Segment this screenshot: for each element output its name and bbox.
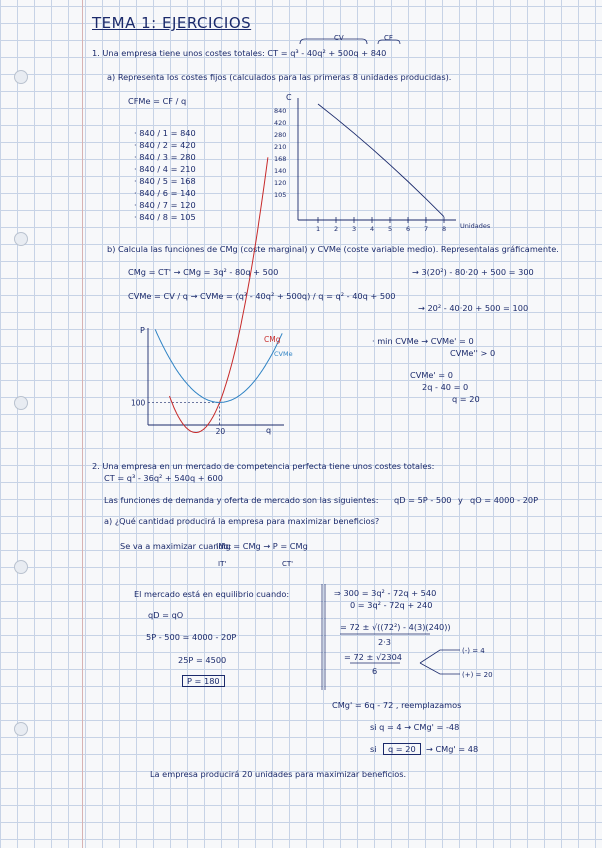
derivative-step: q = 20 — [452, 394, 480, 404]
cf-tag: CF — [384, 34, 393, 42]
cfme-formula: CFMe = CF / q — [128, 96, 187, 106]
equilibrium-step: 5P - 500 = 4000 - 20P — [146, 632, 237, 642]
second-derivative-check: si q = 4 → CMg' = -48 — [370, 722, 460, 732]
cfme-y-tick-label: 210 — [274, 143, 287, 151]
cmg-derivation: CMg = CT' → CMg = 3q² - 80q + 500 — [128, 267, 279, 277]
min-cvme-condition: · min CVMe → CVMe' = 0 — [372, 336, 474, 346]
root-value: (-) = 4 — [462, 647, 485, 655]
cfme-row: · 840 / 5 = 168 — [134, 176, 196, 186]
cfme-row: · 840 / 4 = 210 — [134, 164, 196, 174]
cfme-row: · 840 / 1 = 840 — [134, 128, 196, 138]
min-quantity-label: 20 — [215, 427, 226, 436]
cost-y-label: P — [140, 326, 145, 335]
root-step: 0 = 3q² - 72q + 240 — [350, 600, 433, 610]
min-cost-value-label: 100 — [131, 398, 146, 408]
ex2-demand-text: Las funciones de demanda y oferta de mercado son las siguientes: — [104, 495, 379, 505]
cfme-y-tick-label: 120 — [274, 179, 287, 187]
cfme-y-tick-label: 105 — [274, 191, 287, 199]
supply-function: qO = 4000 - 20P — [470, 495, 539, 505]
ex1-part-b: b) Calcula las funciones de CMg (coste marginal) y CVMe (coste variable medio). Representalas gráficamente. — [107, 244, 559, 254]
cvme-result: → 20² - 40·20 + 500 = 100 — [418, 303, 529, 313]
ct-derivative-label: CT' — [282, 560, 294, 568]
cfme-y-tick-label: 168 — [274, 155, 287, 163]
maximize-condition: IMg = CMg → P = CMg — [216, 541, 308, 551]
ex2-statement: 2. Una empresa en un mercado de competencia perfecta tiene unos costes totales: — [92, 461, 435, 471]
cfme-y-tick-label: 280 — [274, 131, 287, 139]
cfme-x-tick-label: 5 — [388, 225, 393, 233]
equilibrium-price-boxed: P = 180 — [182, 675, 225, 687]
cfme-x-tick-label: 6 — [406, 225, 411, 233]
cfme-row: · 840 / 2 = 420 — [134, 140, 196, 150]
cvme-legend-label: CVMe — [274, 350, 293, 358]
optimal-quantity-boxed: q = 20 — [383, 743, 421, 755]
cfme-x-tick-label: 8 — [442, 225, 447, 233]
ex2-part-a: a) ¿Qué cantidad producirá la empresa para maximizar beneficios? — [104, 516, 380, 526]
cfme-x-tick-label: 7 — [424, 225, 429, 233]
demand-function: qD = 5P - 500 — [394, 495, 452, 505]
ex2-total-cost: CT = q³ - 36q² + 540q + 600 — [104, 473, 223, 483]
quadratic-denominator: 2·3 — [378, 637, 392, 647]
derivative-step: 2q - 40 = 0 — [422, 382, 469, 392]
conjunction: y — [458, 495, 463, 505]
quadratic-denominator: 6 — [372, 666, 378, 676]
cfme-row: · 840 / 3 = 280 — [134, 152, 196, 162]
cost-x-label: q — [266, 426, 272, 435]
cfme-y-label: C — [286, 93, 292, 102]
cvme-derivation: CVMe = CV / q → CVMe = (q³ - 40q² + 500q) / q = q² - 40q + 500 — [128, 291, 396, 301]
ex1-part-a: a) Representa los costes fijos (calculados para las primeras 8 unidades producidas). — [107, 72, 452, 82]
second-derivative-check-result: → CMg' = 48 — [426, 744, 479, 754]
equilibrium-step: 25P = 4500 — [178, 655, 227, 665]
cv-tag: CV — [334, 34, 344, 42]
cfme-y-tick-label: 420 — [274, 119, 287, 127]
cmg-legend-label: CMg — [264, 335, 281, 344]
ex1-statement: 1. Una empresa tiene unos costes totales: CT = q³ - 40q² + 500q + 840 — [92, 48, 387, 58]
quadratic-simplified: = 72 ± √2304 — [344, 652, 403, 662]
cfme-x-tick-label: 1 — [316, 225, 321, 233]
page-title: TEMA 1: EJERCICIOS — [92, 14, 252, 32]
cfme-y-tick-label: 140 — [274, 167, 287, 175]
cfme-x-tick-label: 2 — [334, 225, 339, 233]
cfme-row: · 840 / 6 = 140 — [134, 188, 196, 198]
second-derivative-step: CMg' = 6q - 72 , reemplazamos — [332, 700, 462, 710]
conclusion: La empresa producirá 20 unidades para maximizar beneficios. — [150, 769, 407, 779]
it-derivative-label: IT' — [218, 560, 227, 568]
second-derivative-condition: CVMe'' > 0 — [450, 348, 496, 358]
cfme-x-tick-label: 3 — [352, 225, 357, 233]
equilibrium-step: qD = qO — [148, 610, 184, 620]
root-value: (+) = 20 — [462, 671, 493, 679]
root-step: ⇒ 300 = 3q² - 72q + 540 — [334, 588, 437, 598]
cfme-row: · 840 / 7 = 120 — [134, 200, 196, 210]
derivative-step: CVMe' = 0 — [410, 370, 453, 380]
second-derivative-check-prefix: si — [370, 744, 377, 754]
cfme-x-label: Unidades — [460, 222, 491, 230]
cmg-result: → 3(20²) - 80·20 + 500 = 300 — [412, 267, 534, 277]
maximize-text: Se va a maximizar cuando: — [120, 541, 232, 551]
quadratic-formula: = 72 ± √((72²) - 4(3)(240)) — [340, 622, 451, 632]
equilibrium-title: El mercado está en equilibrio cuando: — [134, 589, 290, 599]
cfme-row: · 840 / 8 = 105 — [134, 212, 196, 222]
cfme-y-tick-label: 840 — [274, 107, 287, 115]
cfme-x-tick-label: 4 — [370, 225, 375, 233]
